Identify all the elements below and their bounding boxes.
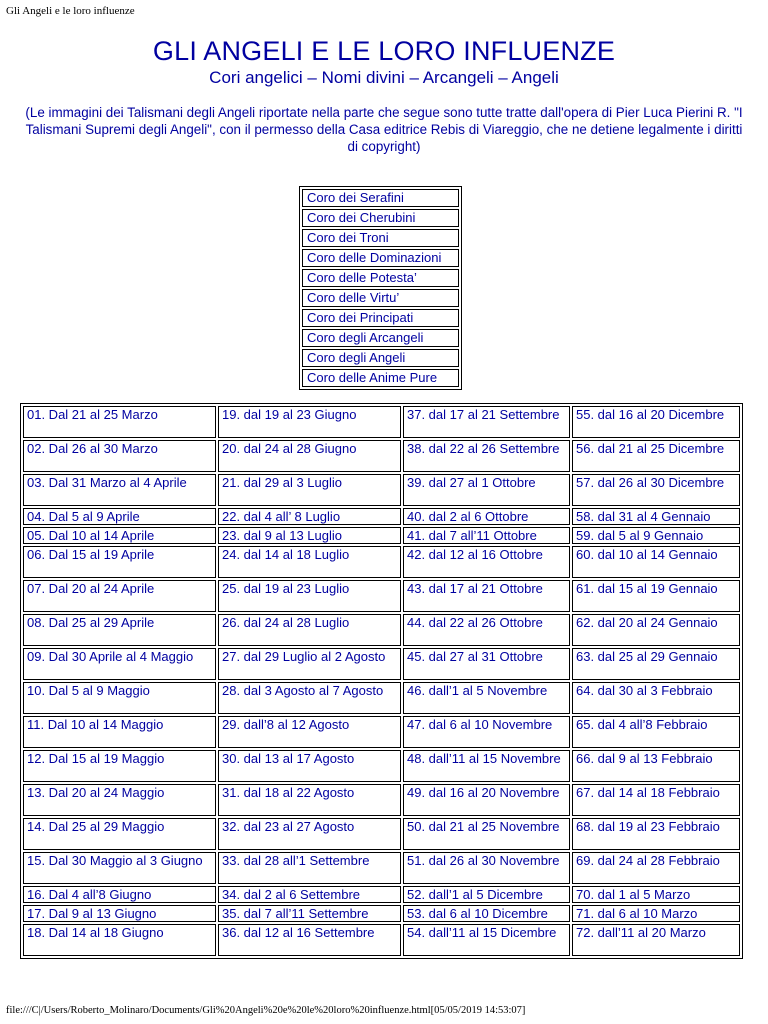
date-cell: 10. Dal 5 al 9 Maggio	[23, 682, 216, 714]
date-cell: 59. dal 5 al 9 Gennaio	[572, 527, 740, 544]
date-cell: 28. dal 3 Agosto al 7 Agosto	[218, 682, 401, 714]
date-cell: 02. Dal 26 al 30 Marzo	[23, 440, 216, 472]
date-cell: 23. dal 9 al 13 Luglio	[218, 527, 401, 544]
date-cell: 53. dal 6 al 10 Dicembre	[403, 905, 570, 922]
date-cell: 52. dall’1 al 5 Dicembre	[403, 886, 570, 903]
cori-row	[302, 229, 459, 247]
date-cell: 45. dal 27 al 31 Ottobre	[403, 648, 570, 680]
date-cell: 40. dal 2 al 6 Ottobre	[403, 508, 570, 525]
date-cell: 56. dal 21 al 25 Dicembre	[572, 440, 740, 472]
date-cell: 13. Dal 20 al 24 Maggio	[23, 784, 216, 816]
date-cell: 51. dal 26 al 30 Novembre	[403, 852, 570, 884]
date-cell: 67. dal 14 al 18 Febbraio	[572, 784, 740, 816]
date-cell: 42. dal 12 al 16 Ottobre	[403, 546, 570, 578]
date-cell: 39. dal 27 al 1 Ottobre	[403, 474, 570, 506]
date-cell: 22. dal 4 all’ 8 Luglio	[218, 508, 401, 525]
date-cell: 25. dal 19 al 23 Luglio	[218, 580, 401, 612]
date-cell: 69. dal 24 al 28 Febbraio	[572, 852, 740, 884]
date-cell: 35. dal 7 all’11 Settembre	[218, 905, 401, 922]
date-cell: 06. Dal 15 al 19 Aprile	[23, 546, 216, 578]
coro-cell: Coro dei Troni	[302, 229, 459, 247]
date-cell: 17. Dal 9 al 13 Giugno	[23, 905, 216, 922]
document-subtitle: Cori angelici – Nomi divini – Arcangeli – Angeli	[209, 68, 559, 87]
date-cell: 12. Dal 15 al 19 Maggio	[23, 750, 216, 782]
date-cell: 57. dal 26 al 30 Dicembre	[572, 474, 740, 506]
date-cell: 41. dal 7 all’11 Ottobre	[403, 527, 570, 544]
date-cell: 72. dall’11 al 20 Marzo	[572, 924, 740, 956]
coro-cell: Coro delle Anime Pure	[302, 369, 459, 387]
date-cell: 31. dal 18 al 22 Agosto	[218, 784, 401, 816]
dates-row	[23, 580, 740, 612]
dates-row	[23, 905, 740, 922]
date-cell: 24. dal 14 al 18 Luglio	[218, 546, 401, 578]
date-cell: 62. dal 20 al 24 Gennaio	[572, 614, 740, 646]
date-cell: 11. Dal 10 al 14 Maggio	[23, 716, 216, 748]
coro-cell: Coro delle Dominazioni	[302, 249, 459, 267]
dates-table	[20, 403, 743, 959]
date-cell: 30. dal 13 al 17 Agosto	[218, 750, 401, 782]
date-cell: 49. dal 16 al 20 Novembre	[403, 784, 570, 816]
dates-row	[23, 784, 740, 816]
date-cell: 27. dal 29 Luglio al 2 Agosto	[218, 648, 401, 680]
coro-cell: Coro degli Arcangeli	[302, 329, 459, 347]
date-cell: 43. dal 17 al 21 Ottobre	[403, 580, 570, 612]
coro-cell: Coro delle Potesta’	[302, 269, 459, 287]
date-cell: 65. dal 4 all’8 Febbraio	[572, 716, 740, 748]
cori-row	[302, 269, 459, 287]
cori-row	[302, 329, 459, 347]
date-cell: 38. dal 22 al 26 Settembre	[403, 440, 570, 472]
dates-row	[23, 682, 740, 714]
date-cell: 07. Dal 20 al 24 Aprile	[23, 580, 216, 612]
date-cell: 01. Dal 21 al 25 Marzo	[23, 406, 216, 438]
date-cell: 63. dal 25 al 29 Gennaio	[572, 648, 740, 680]
date-cell: 26. dal 24 al 28 Luglio	[218, 614, 401, 646]
dates-row	[23, 474, 740, 506]
date-cell: 48. dall’11 al 15 Novembre	[403, 750, 570, 782]
date-cell: 55. dal 16 al 20 Dicembre	[572, 406, 740, 438]
cori-row	[302, 349, 459, 367]
coro-cell: Coro dei Cherubini	[302, 209, 459, 227]
coro-cell: Coro degli Angeli	[302, 349, 459, 367]
dates-row	[23, 546, 740, 578]
date-cell: 29. dall’8 al 12 Agosto	[218, 716, 401, 748]
date-cell: 09. Dal 30 Aprile al 4 Maggio	[23, 648, 216, 680]
date-cell: 16. Dal 4 all’8 Giugno	[23, 886, 216, 903]
dates-row	[23, 648, 740, 680]
date-cell: 68. dal 19 al 23 Febbraio	[572, 818, 740, 850]
document-title: GLI ANGELI E LE LORO INFLUENZE	[152, 36, 616, 66]
date-cell: 66. dal 9 al 13 Febbraio	[572, 750, 740, 782]
date-cell: 71. dal 6 al 10 Marzo	[572, 905, 740, 922]
page-header: Gli Angeli e le loro influenze	[6, 5, 135, 17]
date-cell: 46. dall’1 al 5 Novembre	[403, 682, 570, 714]
cori-row	[302, 249, 459, 267]
dates-row	[23, 527, 740, 544]
date-cell: 21. dal 29 al 3 Luglio	[218, 474, 401, 506]
date-cell: 18. Dal 14 al 18 Giugno	[23, 924, 216, 956]
date-cell: 03. Dal 31 Marzo al 4 Aprile	[23, 474, 216, 506]
date-cell: 33. dal 28 all’1 Settembre	[218, 852, 401, 884]
coro-cell: Coro dei Serafini	[302, 189, 459, 207]
dates-row	[23, 716, 740, 748]
date-cell: 64. dal 30 al 3 Febbraio	[572, 682, 740, 714]
date-cell: 15. Dal 30 Maggio al 3 Giugno	[23, 852, 216, 884]
date-cell: 19. dal 19 al 23 Giugno	[218, 406, 401, 438]
date-cell: 34. dal 2 al 6 Settembre	[218, 886, 401, 903]
cori-row	[302, 369, 459, 387]
date-cell: 20. dal 24 al 28 Giugno	[218, 440, 401, 472]
dates-row	[23, 614, 740, 646]
date-cell: 58. dal 31 al 4 Gennaio	[572, 508, 740, 525]
date-cell: 50. dal 21 al 25 Novembre	[403, 818, 570, 850]
dates-row	[23, 924, 740, 956]
date-cell: 44. dal 22 al 26 Ottobre	[403, 614, 570, 646]
date-cell: 05. Dal 10 al 14 Aprile	[23, 527, 216, 544]
cori-row	[302, 209, 459, 227]
dates-row	[23, 440, 740, 472]
cori-table	[299, 186, 462, 390]
dates-row	[23, 852, 740, 884]
copyright-note: (Le immagini dei Talismani degli Angeli riportate nella parte che segue sono tutte tratte dall'opera di Pier Luca Pierini R. "I Talismani Supremi degli Angeli", con il permesso della Casa editrice Rebis di Viareggio, che ne detiene legalmente i diritti di copyright)	[25, 105, 743, 154]
coro-cell: Coro dei Principati	[302, 309, 459, 327]
date-cell: 36. dal 12 al 16 Settembre	[218, 924, 401, 956]
date-cell: 61. dal 15 al 19 Gennaio	[572, 580, 740, 612]
date-cell: 04. Dal 5 al 9 Aprile	[23, 508, 216, 525]
dates-row	[23, 750, 740, 782]
date-cell: 54. dall’11 al 15 Dicembre	[403, 924, 570, 956]
date-cell: 32. dal 23 al 27 Agosto	[218, 818, 401, 850]
date-cell: 14. Dal 25 al 29 Maggio	[23, 818, 216, 850]
date-cell: 08. Dal 25 al 29 Aprile	[23, 614, 216, 646]
date-cell: 47. dal 6 al 10 Novembre	[403, 716, 570, 748]
page-footer-url: file:///C|/Users/Roberto_Molinaro/Documents/Gli%20Angeli%20e%20le%20loro%20influenze.html[05/05/2019 14:53:07]	[6, 1005, 526, 1016]
dates-row	[23, 406, 740, 438]
cori-row	[302, 189, 459, 207]
cori-row	[302, 289, 459, 307]
dates-row	[23, 886, 740, 903]
cori-row	[302, 309, 459, 327]
dates-row	[23, 818, 740, 850]
date-cell: 37. dal 17 al 21 Settembre	[403, 406, 570, 438]
dates-row	[23, 508, 740, 525]
coro-cell: Coro delle Virtu’	[302, 289, 459, 307]
date-cell: 60. dal 10 al 14 Gennaio	[572, 546, 740, 578]
date-cell: 70. dal 1 al 5 Marzo	[572, 886, 740, 903]
